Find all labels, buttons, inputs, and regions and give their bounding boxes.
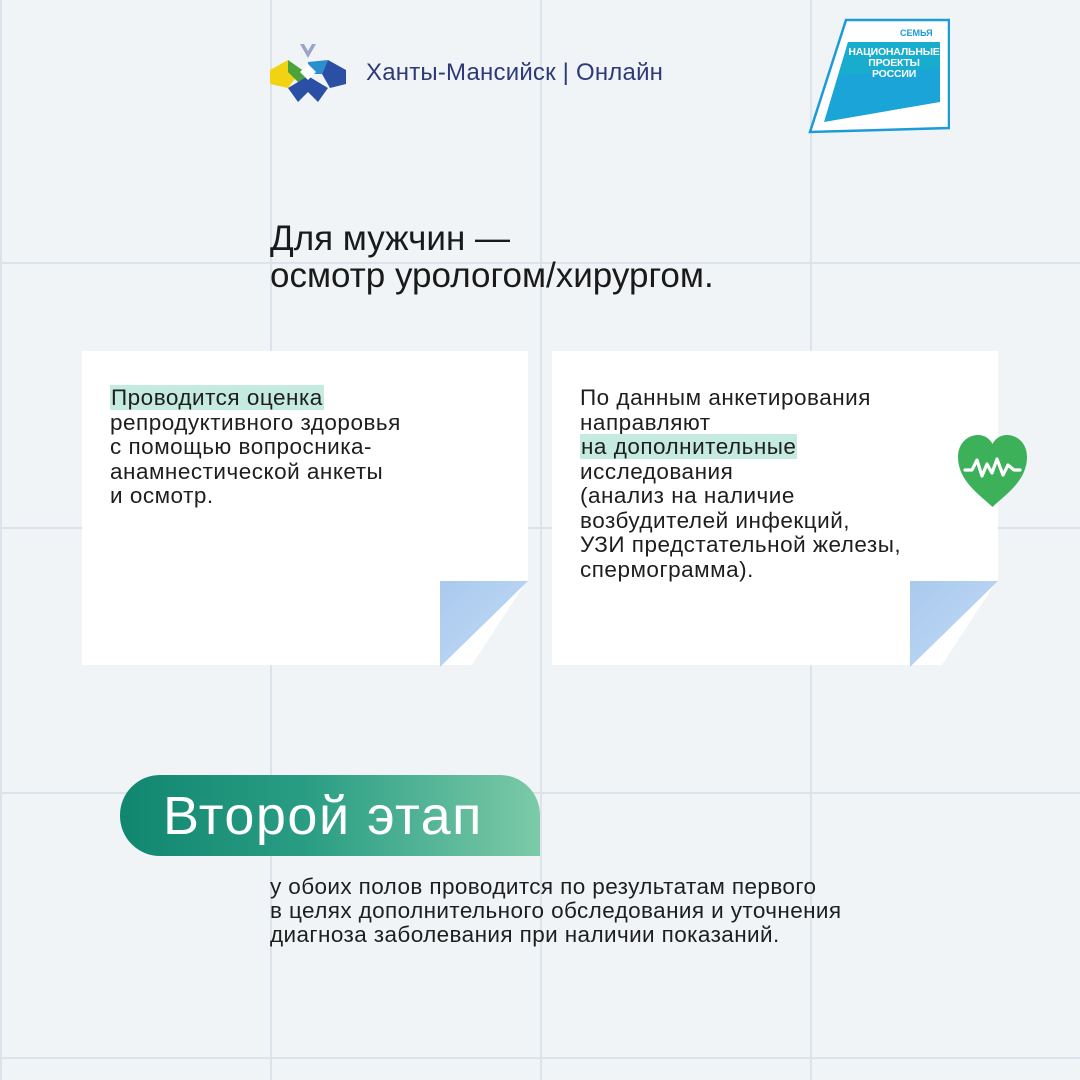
np-line: РОССИИ [871, 68, 917, 80]
stage-line: в целях дополнительного обследования и уточнения [270, 898, 842, 923]
card-line: возбудителей инфекций, [580, 507, 851, 533]
card-line: спермограмма). [580, 556, 754, 582]
stage-description [270, 875, 841, 947]
card-line: исследования [580, 458, 734, 484]
title-line: осмотр урологом/хирургом. [270, 256, 714, 295]
stage-line: диагноза заболевания при наличии показаний. [270, 922, 780, 947]
np-line: НАЦИОНАЛЬНЫЕ [848, 46, 940, 58]
highlight-text: Проводится оценка [111, 385, 323, 410]
np-badge-text [848, 47, 940, 80]
stage-line: у обоих полов проводится по результатам первого [270, 874, 817, 899]
np-family-label: СЕМЬЯ [900, 28, 933, 38]
card-line: По данным анкетирования [580, 385, 871, 410]
highlight-text: на дополнительные [581, 434, 797, 459]
card-text [110, 386, 401, 509]
card-line: и осмотр. [110, 483, 214, 508]
heart-pulse-icon [956, 433, 1029, 508]
card-line: (анализ на наличие [580, 483, 795, 508]
card-text [580, 386, 901, 582]
card-line: УЗИ предстательной железы, [580, 532, 902, 557]
card-line: с помощью вопросника- [110, 434, 373, 459]
title-line: Для мужчин — [270, 219, 511, 258]
brand-name: Ханты-Мансийск | Онлайн [366, 59, 664, 86]
page-title [270, 220, 714, 294]
np-line: ПРОЕКТЫ [868, 57, 920, 69]
card-line: репродуктивного здоровья [110, 409, 401, 435]
khanty-mansiysk-logo [268, 44, 348, 104]
stage-title: Второй этап [163, 786, 483, 846]
card-line: направляют [580, 409, 711, 435]
card-line: анамнестической анкеты [110, 458, 384, 484]
